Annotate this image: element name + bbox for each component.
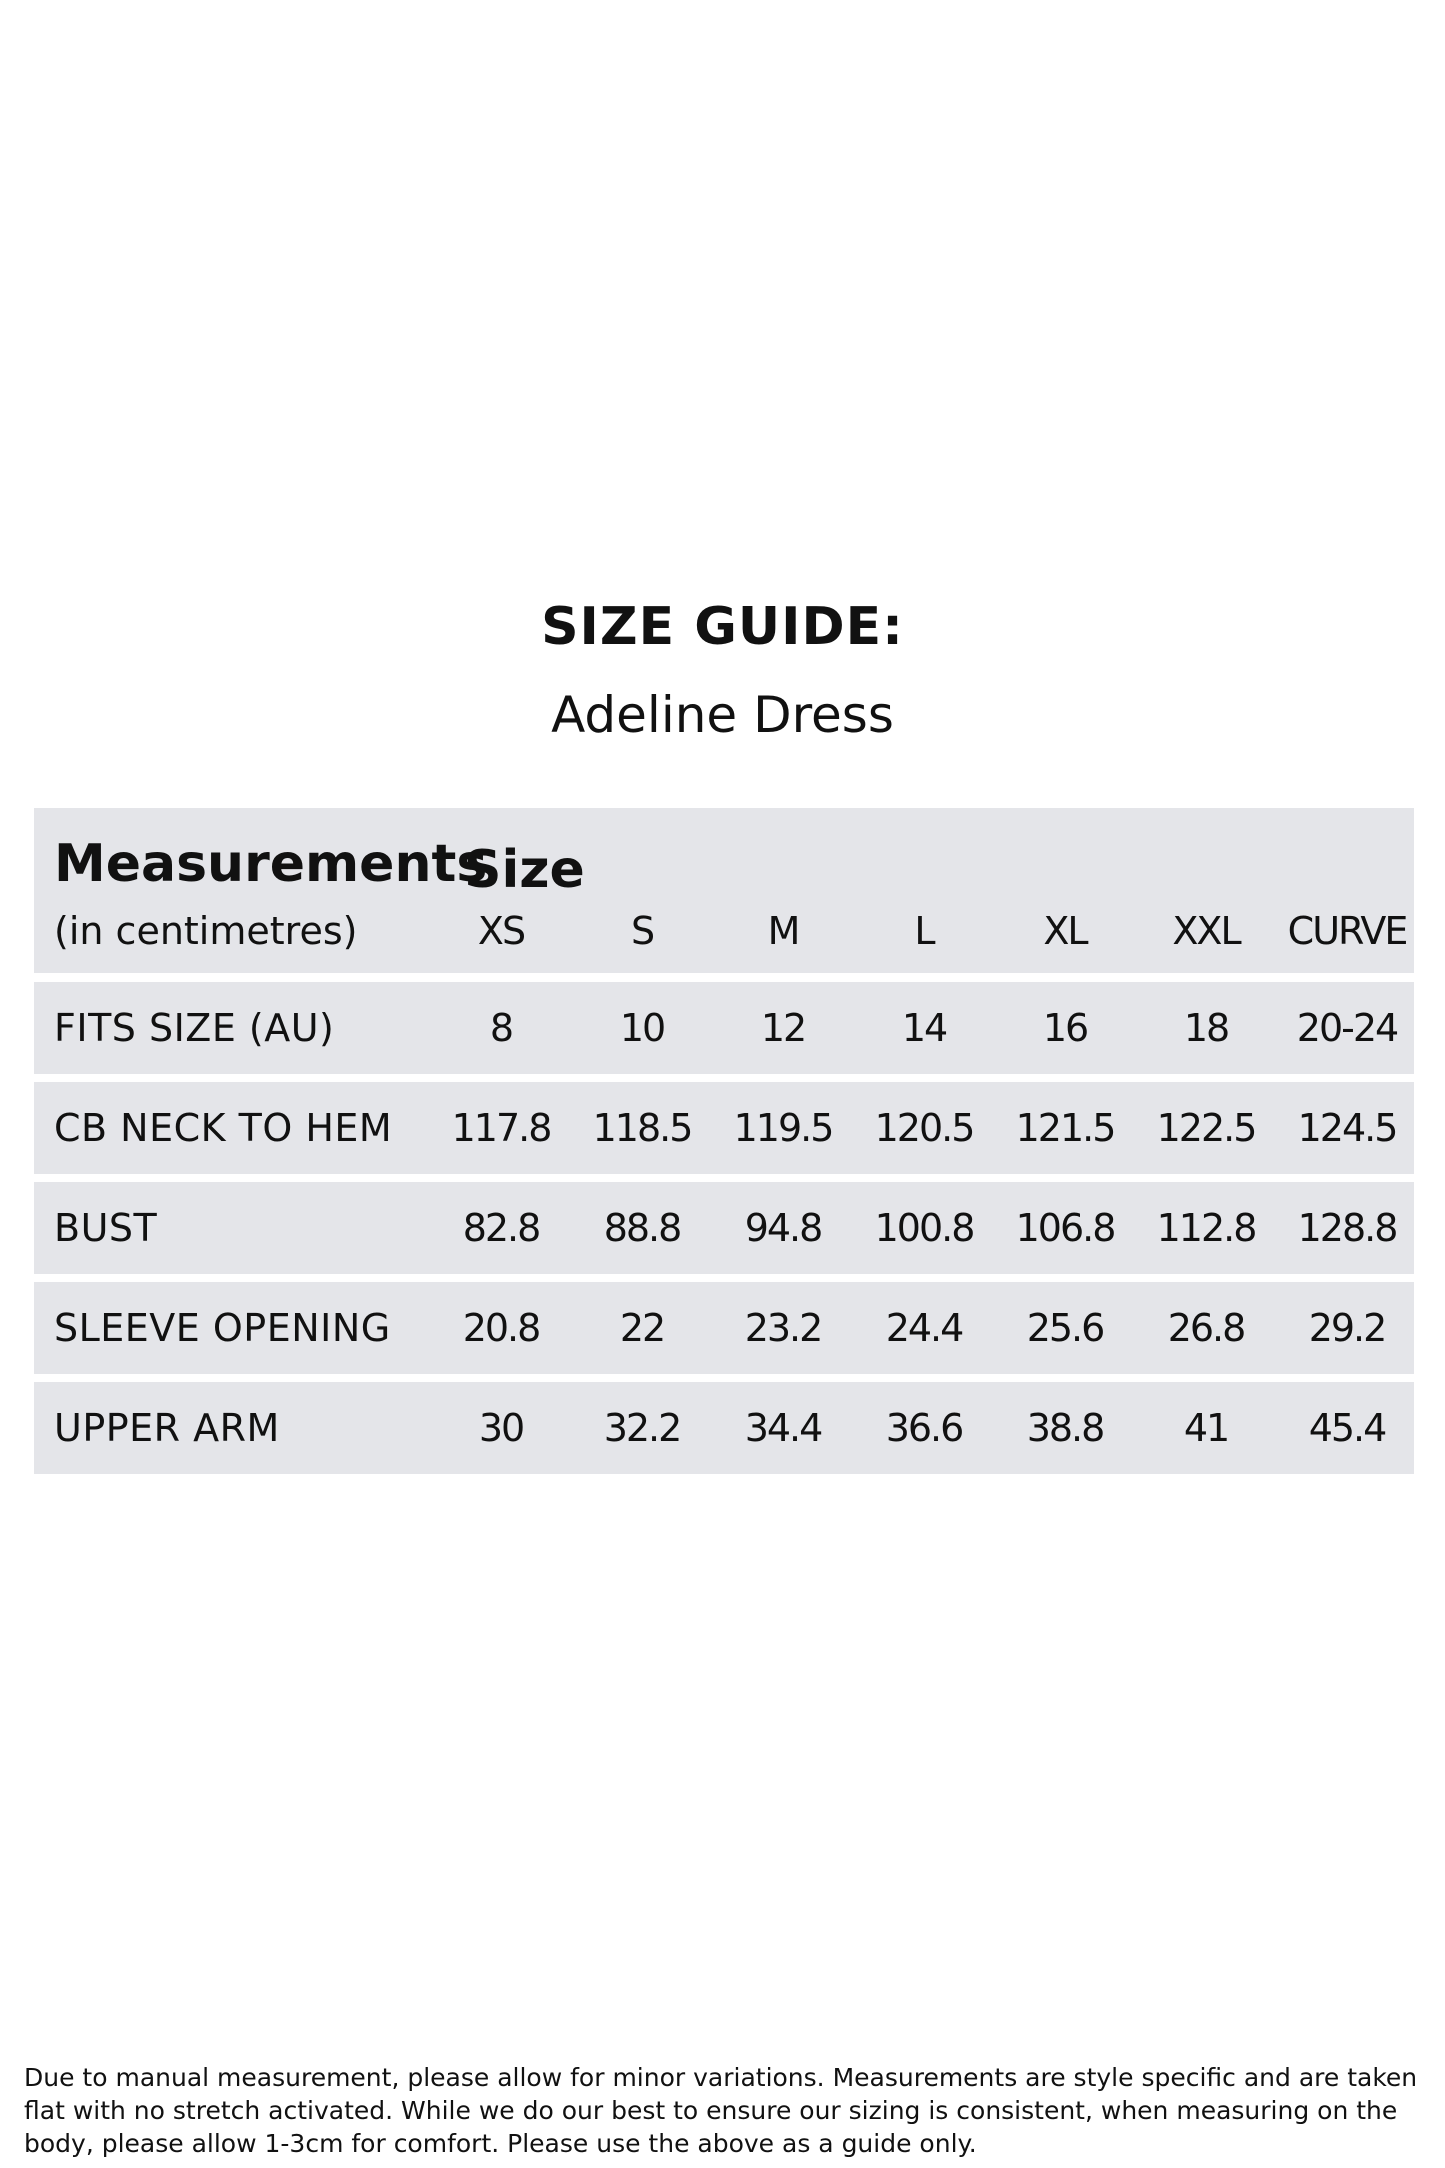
table-cell: 120.5 — [874, 1106, 974, 1150]
table-row — [34, 1282, 1414, 1374]
row-label: CB NECK TO HEM — [54, 1106, 393, 1150]
table-cell: 94.8 — [744, 1206, 822, 1250]
column-header: XXL — [1172, 909, 1240, 953]
table-cell: 36.6 — [885, 1406, 963, 1450]
table-cell: 18 — [1183, 1006, 1229, 1050]
size-heading: Size — [464, 840, 585, 900]
table-row — [34, 1082, 1414, 1174]
table-row — [34, 1382, 1414, 1474]
table-cell: 10 — [619, 1006, 665, 1050]
table-cell: 8 — [489, 1006, 513, 1050]
table-cell: 41 — [1183, 1406, 1229, 1450]
row-label: FITS SIZE (AU) — [54, 1006, 335, 1050]
column-header: S — [630, 909, 654, 953]
table-cell: 38.8 — [1026, 1406, 1104, 1450]
table-cell: 112.8 — [1156, 1206, 1256, 1250]
row-label: UPPER ARM — [54, 1406, 280, 1450]
row-label: BUST — [54, 1206, 158, 1250]
table-cell: 100.8 — [874, 1206, 974, 1250]
measurements-heading: Measurements — [54, 834, 488, 894]
table-cell: 23.2 — [744, 1306, 822, 1350]
column-header: L — [914, 909, 934, 953]
table-cell: 122.5 — [1156, 1106, 1256, 1150]
table-cell: 34.4 — [744, 1406, 822, 1450]
table-cell: 82.8 — [462, 1206, 540, 1250]
product-name: Adeline Dress — [551, 686, 894, 744]
disclaimer-text: Due to manual measurement, please allow for minor variations. Measurements are style specific and are taken flat with no stretch activated. While we do our best to ensure our sizing is consistent, when measuring on the body, please allow 1-3cm for comfort. Please use the above as a guide only. — [24, 2063, 1418, 2158]
table-cell: 30 — [478, 1406, 524, 1450]
column-header: XL — [1043, 909, 1087, 953]
table-cell: 29.2 — [1308, 1306, 1386, 1350]
table-cell: 25.6 — [1026, 1306, 1104, 1350]
table-cell: 24.4 — [885, 1306, 963, 1350]
table-cell: 32.2 — [603, 1406, 681, 1450]
table-cell: 20.8 — [462, 1306, 540, 1350]
table-cell: 128.8 — [1297, 1206, 1397, 1250]
table-cell: 14 — [901, 1006, 947, 1050]
table-cell: 12 — [760, 1006, 806, 1050]
table-cell: 22 — [619, 1306, 665, 1350]
table-cell: 20-24 — [1296, 1006, 1398, 1050]
column-header: XS — [477, 909, 525, 953]
unit-label: (in centimetres) — [54, 909, 358, 953]
table-cell: 106.8 — [1015, 1206, 1115, 1250]
table-cell: 121.5 — [1015, 1106, 1115, 1150]
table-row — [34, 982, 1414, 1074]
table-cell: 26.8 — [1167, 1306, 1245, 1350]
page-title: SIZE GUIDE: — [541, 597, 904, 657]
column-header: CURVE — [1287, 909, 1407, 953]
table-cell: 118.5 — [592, 1106, 692, 1150]
table-cell: 117.8 — [451, 1106, 551, 1150]
table-cell: 16 — [1042, 1006, 1088, 1050]
table-cell: 119.5 — [733, 1106, 833, 1150]
column-header: M — [767, 909, 799, 953]
table-cell: 124.5 — [1297, 1106, 1397, 1150]
table-cell: 45.4 — [1308, 1406, 1386, 1450]
row-label: SLEEVE OPENING — [54, 1306, 391, 1350]
table-row — [34, 1182, 1414, 1274]
table-cell: 88.8 — [603, 1206, 681, 1250]
table-header — [34, 808, 1414, 973]
